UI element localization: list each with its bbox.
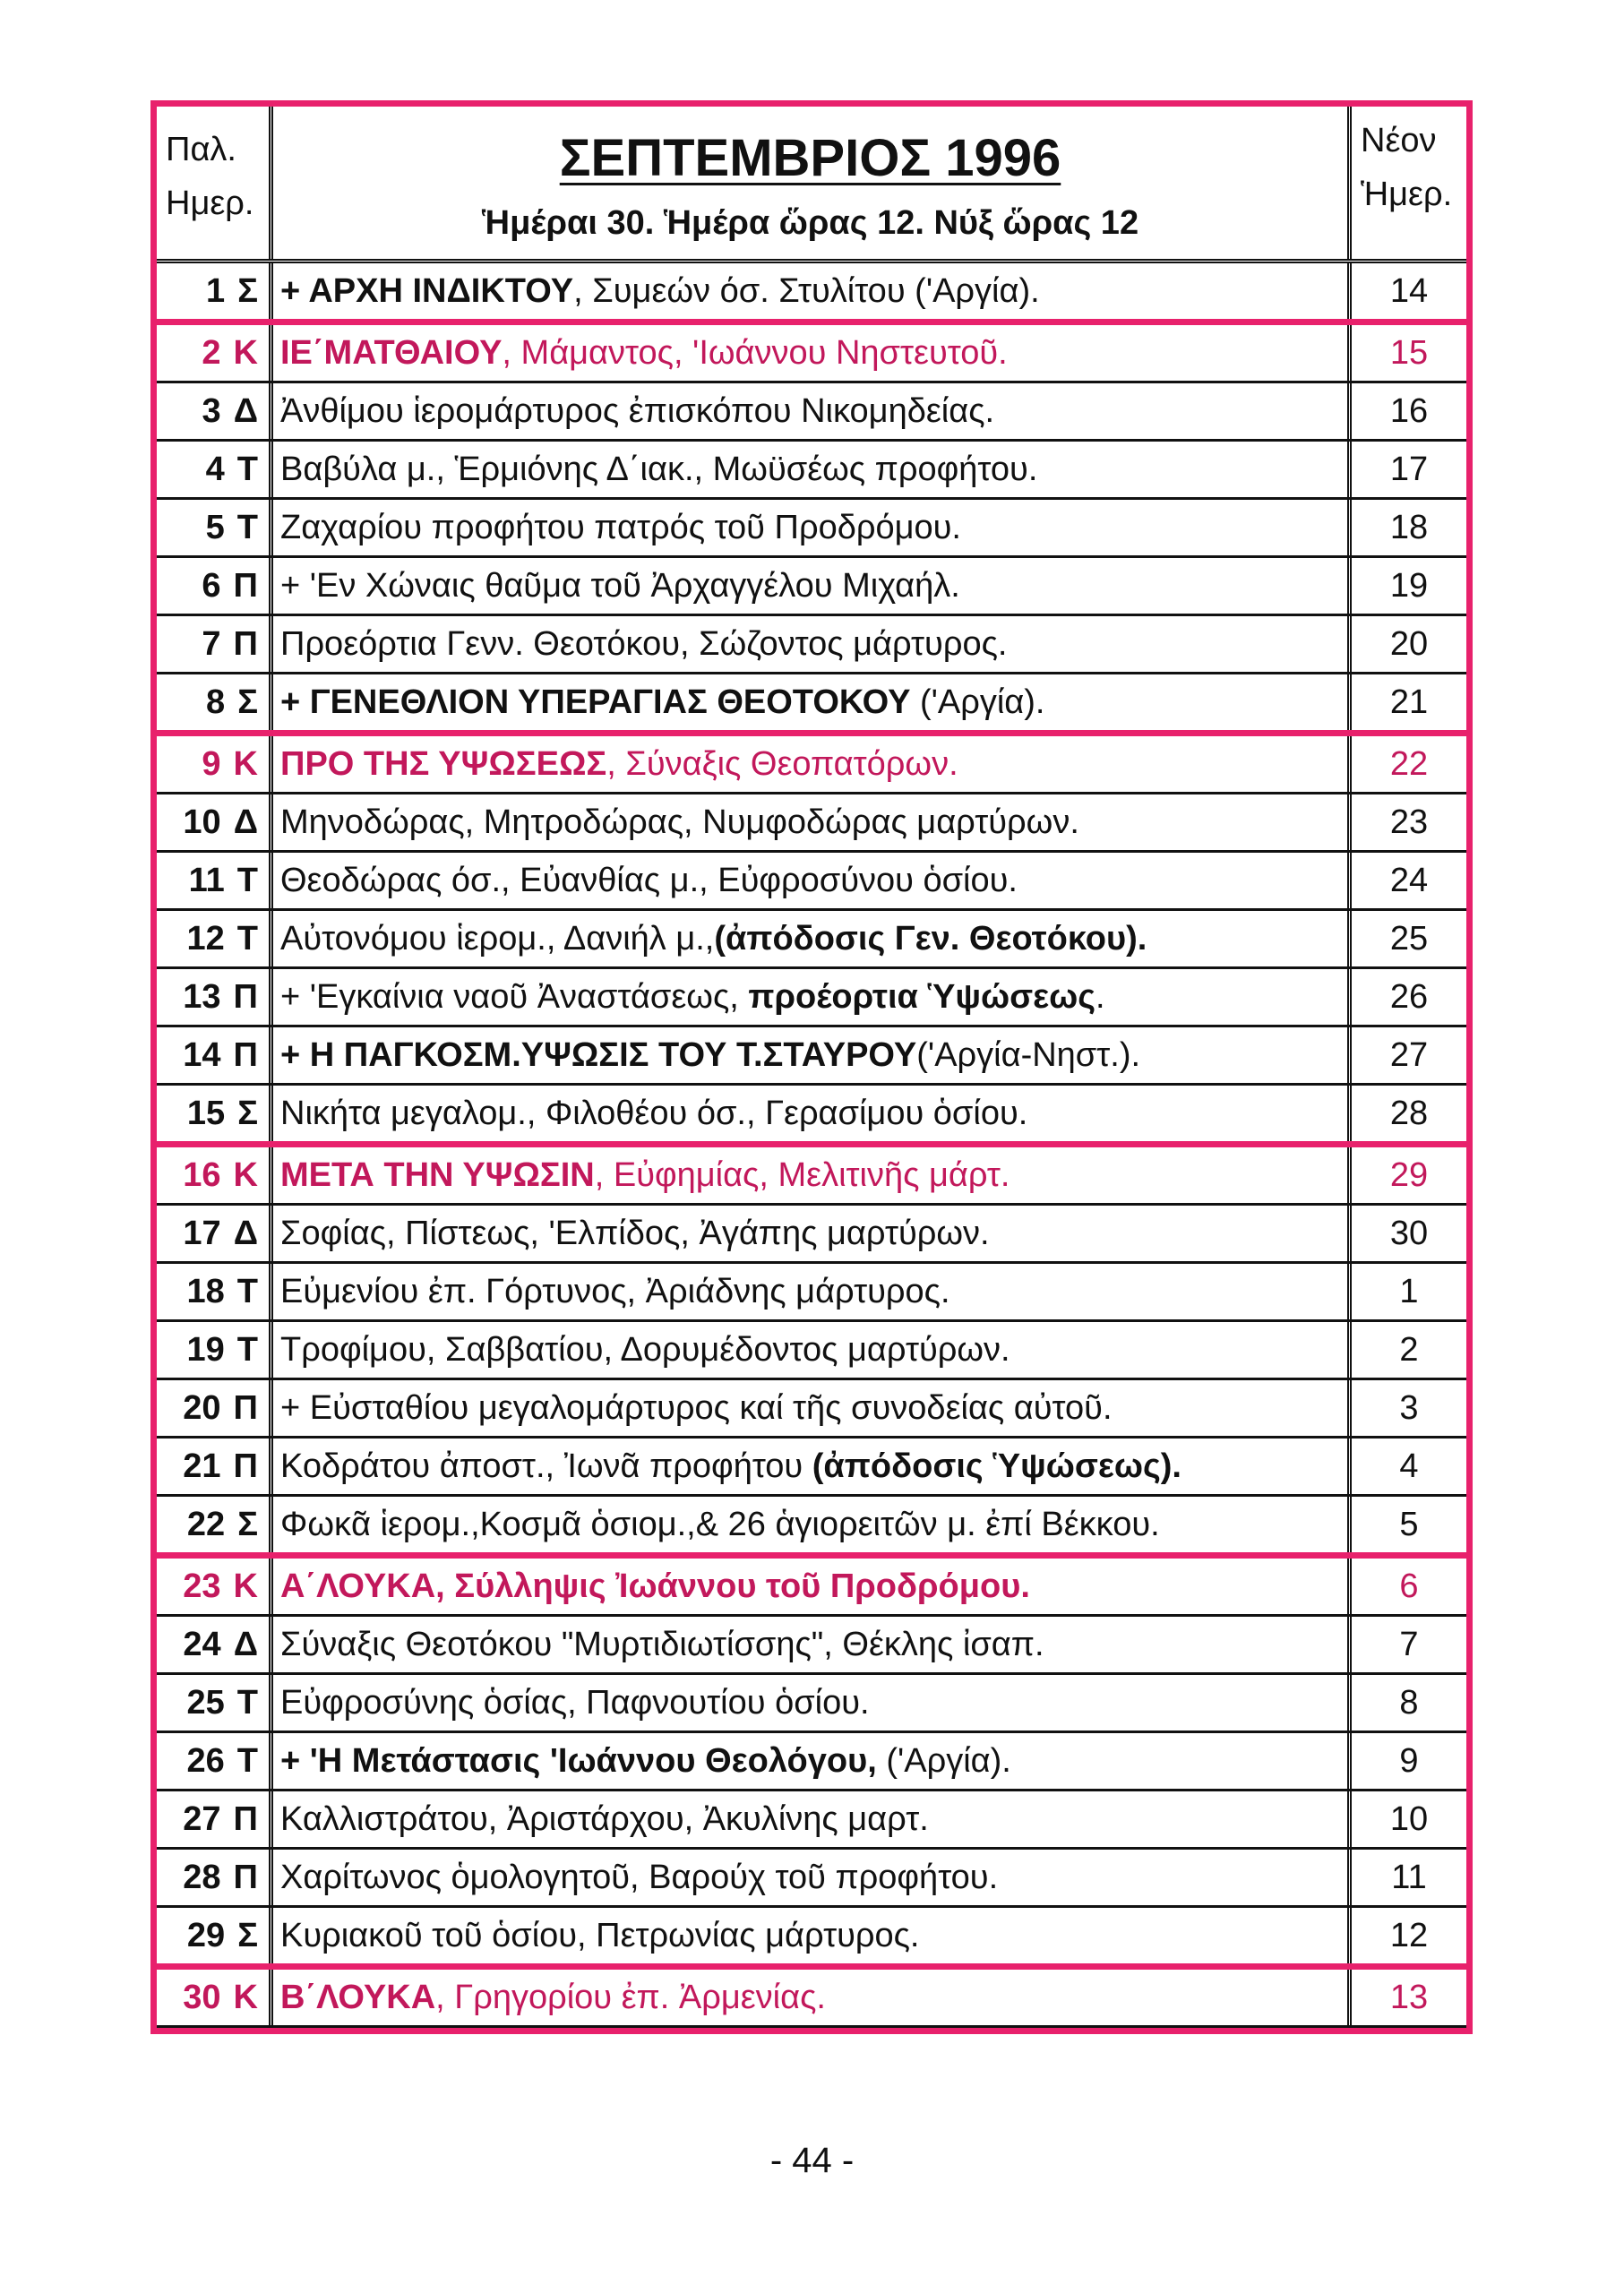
old-date-cell bbox=[157, 1970, 273, 2025]
feast-bold-text: προέορτια Ὑψώσεως bbox=[748, 977, 1096, 1016]
day-number: 9 bbox=[202, 744, 221, 783]
feast-text: Κοδράτου ἀποστ., Ἰωνᾶ προφήτου bbox=[280, 1447, 812, 1485]
table-row bbox=[157, 730, 1466, 794]
old-date-cell bbox=[157, 1438, 273, 1494]
old-date-cell bbox=[157, 616, 273, 672]
calendar-table bbox=[150, 100, 1473, 2034]
weekday-letter: Κ bbox=[233, 744, 258, 783]
table-row bbox=[157, 616, 1466, 674]
old-date-cell bbox=[157, 1027, 273, 1083]
feast-description bbox=[273, 451, 1347, 489]
feast-text: ('Αργία). bbox=[876, 1741, 1011, 1780]
weekday-letter: Π bbox=[233, 1388, 258, 1427]
old-date-cell bbox=[157, 1617, 273, 1672]
feast-text: Αὐτονόμου ἱερομ., Δανιήλ μ., bbox=[280, 919, 715, 958]
old-date-cell bbox=[157, 263, 273, 319]
new-date-cell: 14 bbox=[1347, 263, 1466, 319]
day-number: 15 bbox=[186, 1094, 226, 1132]
table-row bbox=[157, 1086, 1466, 1144]
day-number: 17 bbox=[183, 1214, 221, 1252]
table-row bbox=[157, 1791, 1466, 1850]
page-number: - 44 - bbox=[769, 2141, 855, 2180]
old-date-cell bbox=[157, 558, 273, 614]
table-header bbox=[157, 107, 1466, 263]
weekday-letter: Τ bbox=[236, 508, 258, 546]
feast-bold-text: + 'Η Μετάστασις 'Ιωάννου Θεολόγου, bbox=[280, 1741, 877, 1780]
feast-description bbox=[273, 1684, 1347, 1722]
feast-text: Σοφίας, Πίστεως, 'Ελπίδος, Ἀγάπης μαρτύρων. bbox=[280, 1214, 990, 1252]
feast-text: , Συμεών όσ. Στυλίτου ('Αργία). bbox=[573, 271, 1040, 310]
table-row bbox=[157, 794, 1466, 853]
feast-bold-text: Β΄ΛΟΥΚΑ bbox=[280, 1978, 436, 2016]
old-date-cell bbox=[157, 1322, 273, 1378]
old-date-cell bbox=[157, 1675, 273, 1730]
table-row bbox=[157, 263, 1466, 322]
feast-description bbox=[273, 1979, 1347, 2017]
table-row bbox=[157, 1264, 1466, 1322]
weekday-letter: Σ bbox=[237, 683, 258, 721]
weekday-letter: Τ bbox=[236, 1330, 258, 1369]
old-date-cell bbox=[157, 1559, 273, 1614]
old-date-cell bbox=[157, 1206, 273, 1261]
table-row bbox=[157, 911, 1466, 969]
feast-text: Προεόρτια Γενν. Θεοτόκου, Σώζοντος μάρτυρος. bbox=[280, 624, 1008, 663]
new-date-cell: 12 bbox=[1347, 1908, 1466, 1963]
page-title: ΣΕΠΤΕΜΒΡΙΟΣ 1996 bbox=[559, 129, 1061, 187]
weekday-letter: Δ bbox=[233, 1625, 258, 1663]
feast-text: Βαβύλα μ., Ἑρμιόνης Δ΄ιακ., Μωϋσέως προφήτου. bbox=[280, 450, 1038, 488]
table-row bbox=[157, 558, 1466, 616]
feast-description bbox=[273, 1095, 1347, 1133]
weekday-letter: Κ bbox=[233, 333, 258, 372]
old-date-cell bbox=[157, 736, 273, 792]
feast-text: ('Αργία). bbox=[910, 683, 1045, 721]
feast-description bbox=[273, 509, 1347, 547]
weekday-letter: Τ bbox=[236, 861, 258, 899]
feast-description bbox=[273, 862, 1347, 900]
day-number: 29 bbox=[186, 1916, 226, 1954]
weekday-letter: Δ bbox=[233, 803, 258, 841]
new-date-cell: 9 bbox=[1347, 1733, 1466, 1789]
old-date-cell bbox=[157, 853, 273, 908]
feast-description bbox=[273, 392, 1347, 431]
day-number: 11 bbox=[188, 861, 225, 899]
day-number: 24 bbox=[183, 1625, 221, 1663]
table-row bbox=[157, 383, 1466, 442]
new-calendar-label-line1: Νέον bbox=[1361, 122, 1437, 159]
feast-description bbox=[273, 1506, 1347, 1544]
feast-text: Φωκᾶ ἱερομ.,Κοσμᾶ ὁσιομ.,& 26 ἁγιορειτῶν μ. ἐπί Βέκκου. bbox=[280, 1505, 1160, 1543]
old-date-cell bbox=[157, 794, 273, 850]
day-number: 22 bbox=[186, 1505, 226, 1543]
day-number: 16 bbox=[183, 1155, 221, 1194]
weekday-letter: Σ bbox=[237, 1916, 258, 1954]
day-number: 12 bbox=[186, 919, 225, 958]
new-calendar-header bbox=[1347, 107, 1466, 259]
feast-description bbox=[273, 1273, 1347, 1311]
feast-description bbox=[273, 1567, 1347, 1606]
new-date-cell: 30 bbox=[1347, 1206, 1466, 1261]
old-date-cell bbox=[157, 1791, 273, 1847]
day-number: 5 bbox=[205, 508, 225, 546]
day-number: 1 bbox=[206, 271, 226, 310]
old-date-cell bbox=[157, 674, 273, 730]
weekday-letter: Σ bbox=[237, 1094, 258, 1132]
month-subtitle: Ἡμέραι 30. Ἡμέρα ὥρας 12. Νύξ ὥρας 12 bbox=[481, 204, 1139, 242]
weekday-letter: Π bbox=[233, 1035, 258, 1074]
new-date-cell: 5 bbox=[1347, 1497, 1466, 1552]
calendar-rows bbox=[157, 263, 1466, 2028]
day-number: 13 bbox=[183, 977, 221, 1016]
table-row bbox=[157, 500, 1466, 558]
feast-text: Χαρίτωνος ὁμολογητοῦ, Βαρούχ τοῦ προφήτου. bbox=[280, 1858, 999, 1896]
new-date-cell: 20 bbox=[1347, 616, 1466, 672]
table-row bbox=[157, 969, 1466, 1027]
old-date-cell bbox=[157, 1147, 273, 1203]
new-date-cell: 29 bbox=[1347, 1147, 1466, 1203]
month-header bbox=[273, 107, 1347, 259]
weekday-letter: Π bbox=[233, 624, 258, 663]
feast-description bbox=[273, 683, 1347, 722]
old-date-cell bbox=[157, 1380, 273, 1436]
table-row bbox=[157, 674, 1466, 733]
table-row bbox=[157, 1497, 1466, 1555]
new-date-cell: 7 bbox=[1347, 1617, 1466, 1672]
weekday-letter: Τ bbox=[236, 1683, 258, 1722]
new-date-cell: 25 bbox=[1347, 911, 1466, 966]
day-number: 27 bbox=[183, 1799, 221, 1838]
feast-description bbox=[273, 1742, 1347, 1781]
weekday-letter: Π bbox=[233, 977, 258, 1016]
old-date-cell bbox=[157, 1086, 273, 1141]
feast-bold-text: ΙΕ΄ΜΑΤΘΑΙΟΥ bbox=[280, 333, 503, 372]
feast-description bbox=[273, 1626, 1347, 1664]
table-row bbox=[157, 1027, 1466, 1086]
new-date-cell: 18 bbox=[1347, 500, 1466, 555]
feast-text: Νικήτα μεγαλομ., Φιλοθέου όσ., Γερασίμου ὁσίου. bbox=[280, 1094, 1028, 1132]
new-date-cell: 13 bbox=[1347, 1970, 1466, 2025]
feast-text: , Εὐφημίας, Μελιτινῆς μάρτ. bbox=[594, 1155, 1010, 1194]
new-date-cell: 1 bbox=[1347, 1264, 1466, 1319]
old-date-cell bbox=[157, 383, 273, 439]
day-number: 19 bbox=[186, 1330, 225, 1369]
weekday-letter: Σ bbox=[237, 1505, 258, 1543]
table-row bbox=[157, 442, 1466, 500]
old-calendar-label-line1: Παλ. bbox=[166, 131, 236, 168]
table-row bbox=[157, 319, 1466, 383]
old-date-cell bbox=[157, 500, 273, 555]
day-number: 2 bbox=[202, 333, 221, 372]
new-date-cell: 16 bbox=[1347, 383, 1466, 439]
feast-text: Εὐμενίου ἐπ. Γόρτυνος, Ἀριάδνης μάρτυρος. bbox=[280, 1272, 950, 1310]
new-calendar-label-line2: Ἡμερ. bbox=[1361, 176, 1453, 213]
table-row bbox=[157, 1908, 1466, 1966]
table-row bbox=[157, 1552, 1466, 1617]
table-row bbox=[157, 1675, 1466, 1733]
new-date-cell: 23 bbox=[1347, 794, 1466, 850]
day-number: 8 bbox=[206, 683, 226, 721]
day-number: 23 bbox=[183, 1567, 221, 1605]
feast-description bbox=[273, 803, 1347, 842]
table-row bbox=[157, 1733, 1466, 1791]
weekday-letter: Δ bbox=[233, 391, 258, 430]
feast-bold-text: ΠΡΟ ΤΗΣ ΥΨΩΣΕΩΣ bbox=[280, 744, 607, 783]
new-date-cell: 6 bbox=[1347, 1559, 1466, 1614]
table-row bbox=[157, 1850, 1466, 1908]
feast-description bbox=[273, 272, 1347, 311]
feast-description bbox=[273, 1389, 1347, 1428]
old-date-cell bbox=[157, 969, 273, 1025]
feast-text: + 'Εγκαίνια ναοῦ Ἀναστάσεως, bbox=[280, 977, 749, 1016]
new-date-cell: 17 bbox=[1347, 442, 1466, 497]
old-date-cell bbox=[157, 1497, 273, 1552]
weekday-letter: Τ bbox=[236, 1272, 258, 1310]
feast-text: , Μάμαντος, 'Ιωάννου Νηστευτοῦ. bbox=[502, 333, 1008, 372]
feast-bold-text: ΜΕΤΑ ΤΗΝ ΥΨΩΣΙΝ bbox=[280, 1155, 595, 1194]
feast-bold-text: (ἀπόδοσις Γεν. Θεοτόκου). bbox=[714, 919, 1147, 958]
weekday-letter: Τ bbox=[236, 919, 258, 958]
table-row bbox=[157, 1963, 1466, 2028]
feast-description bbox=[273, 1156, 1347, 1195]
weekday-letter: Σ bbox=[237, 271, 258, 310]
weekday-letter: Τ bbox=[236, 1741, 258, 1780]
new-date-cell: 3 bbox=[1347, 1380, 1466, 1436]
feast-description bbox=[273, 625, 1347, 664]
table-row bbox=[157, 1380, 1466, 1438]
old-date-cell bbox=[157, 1908, 273, 1963]
feast-text: Εὐφροσύνης ὁσίας, Παφνουτίου ὁσίου. bbox=[280, 1683, 870, 1722]
day-number: 4 bbox=[205, 450, 225, 488]
new-date-cell: 21 bbox=[1347, 674, 1466, 730]
feast-text: Τροφίμου, Σαββατίου, Δορυμέδοντος μαρτύρων. bbox=[280, 1330, 1010, 1369]
feast-description bbox=[273, 1859, 1347, 1897]
weekday-letter: Τ bbox=[236, 450, 258, 488]
old-date-cell bbox=[157, 325, 273, 381]
weekday-letter: Π bbox=[233, 1799, 258, 1838]
feast-bold-text: + ΑΡΧΗ ΙΝΔΙΚΤΟΥ bbox=[280, 271, 574, 310]
weekday-letter: Κ bbox=[233, 1155, 258, 1194]
feast-description bbox=[273, 1215, 1347, 1253]
new-date-cell: 26 bbox=[1347, 969, 1466, 1025]
day-number: 30 bbox=[183, 1978, 221, 2016]
day-number: 28 bbox=[183, 1858, 221, 1896]
day-number: 26 bbox=[186, 1741, 225, 1780]
feast-bold-text: + ΓΕΝΕΘΛΙΟΝ ΥΠΕΡΑΓΙΑΣ ΘΕΟΤΟΚΟΥ bbox=[280, 683, 911, 721]
feast-description bbox=[273, 920, 1347, 958]
old-date-cell bbox=[157, 1850, 273, 1905]
feast-text: Ζαχαρίου προφήτου πατρός τοῦ Προδρόμου. bbox=[280, 508, 961, 546]
new-date-cell: 22 bbox=[1347, 736, 1466, 792]
day-number: 25 bbox=[186, 1683, 225, 1722]
weekday-letter: Π bbox=[233, 566, 258, 605]
new-date-cell: 24 bbox=[1347, 853, 1466, 908]
feast-text: ('Αργία-Νηστ.). bbox=[916, 1035, 1141, 1074]
table-row bbox=[157, 853, 1466, 911]
feast-description bbox=[273, 978, 1347, 1017]
new-date-cell: 4 bbox=[1347, 1438, 1466, 1494]
feast-text: Σύναξις Θεοτόκου "Μυρτιδιωτίσσης", Θέκλης ἰσαπ. bbox=[280, 1625, 1044, 1663]
old-calendar-label-line2: Ημερ. bbox=[166, 185, 254, 222]
weekday-letter: Κ bbox=[233, 1978, 258, 2016]
feast-text: Μηνοδώρας, Μητροδώρας, Νυμφοδώρας μαρτύρων. bbox=[280, 803, 1079, 841]
feast-text: , Γρηγορίου ἐπ. Ἀρμενίας. bbox=[435, 1978, 826, 2016]
weekday-letter: Δ bbox=[233, 1214, 258, 1252]
new-date-cell: 2 bbox=[1347, 1322, 1466, 1378]
weekday-letter: Κ bbox=[233, 1567, 258, 1605]
old-calendar-header bbox=[157, 107, 273, 259]
new-date-cell: 27 bbox=[1347, 1027, 1466, 1083]
old-date-cell bbox=[157, 911, 273, 966]
feast-description bbox=[273, 745, 1347, 784]
day-number: 6 bbox=[202, 566, 221, 605]
feast-text: + Εὐσταθίου μεγαλομάρτυρος καί τῆς συνοδείας αὐτοῦ. bbox=[280, 1388, 1113, 1427]
feast-description bbox=[273, 1800, 1347, 1839]
day-number: 21 bbox=[183, 1447, 221, 1485]
day-number: 18 bbox=[186, 1272, 225, 1310]
table-row bbox=[157, 1141, 1466, 1206]
day-number: 10 bbox=[183, 803, 221, 841]
new-date-cell: 8 bbox=[1347, 1675, 1466, 1730]
day-number: 3 bbox=[202, 391, 221, 430]
old-date-cell bbox=[157, 1264, 273, 1319]
old-date-cell bbox=[157, 442, 273, 497]
day-number: 20 bbox=[183, 1388, 221, 1427]
table-row bbox=[157, 1438, 1466, 1497]
feast-bold-text: Α΄ΛΟΥΚΑ, Σύλληψις Ἰωάννου τοῦ Προδρόμου. bbox=[280, 1567, 1030, 1605]
table-row bbox=[157, 1206, 1466, 1264]
feast-description bbox=[273, 1447, 1347, 1486]
feast-bold-text: (ἀπόδοσις Ὑψώσεως). bbox=[812, 1447, 1181, 1485]
feast-description bbox=[273, 1917, 1347, 1955]
day-number: 14 bbox=[183, 1035, 221, 1074]
new-date-cell: 15 bbox=[1347, 325, 1466, 381]
old-date-cell bbox=[157, 1733, 273, 1789]
feast-description bbox=[273, 1036, 1347, 1075]
new-date-cell: 11 bbox=[1347, 1850, 1466, 1905]
feast-description bbox=[273, 1331, 1347, 1370]
table-row bbox=[157, 1322, 1466, 1380]
feast-bold-text: + Η ΠΑΓΚΟΣΜ.ΥΨΩΣΙΣ ΤΟΥ Τ.ΣΤΑΥΡΟΥ bbox=[280, 1035, 917, 1074]
feast-text: , Σύναξις Θεοπατόρων. bbox=[606, 744, 958, 783]
new-date-cell: 28 bbox=[1347, 1086, 1466, 1141]
feast-text: Ἀνθίμου ἱερομάρτυρος ἐπισκόπου Νικομηδείας. bbox=[280, 391, 995, 430]
table-row bbox=[157, 1617, 1466, 1675]
new-date-cell: 10 bbox=[1347, 1791, 1466, 1847]
weekday-letter: Π bbox=[233, 1858, 258, 1896]
feast-text: . bbox=[1096, 977, 1105, 1016]
weekday-letter: Π bbox=[233, 1447, 258, 1485]
new-date-cell: 19 bbox=[1347, 558, 1466, 614]
feast-description bbox=[273, 567, 1347, 605]
feast-text: Θεοδώρας όσ., Εὐανθίας μ., Εὐφροσύνου ὁσίου. bbox=[280, 861, 1018, 899]
day-number: 7 bbox=[202, 624, 221, 663]
feast-text: Καλλιστράτου, Ἀριστάρχου, Ἀκυλίνης μαρτ. bbox=[280, 1799, 929, 1838]
feast-description bbox=[273, 334, 1347, 373]
feast-text: + 'Εν Χώναις θαῦμα τοῦ Ἀρχαγγέλου Μιχαήλ. bbox=[280, 566, 960, 605]
feast-text: Κυριακοῦ τοῦ ὁσίου, Πετρωνίας μάρτυρος. bbox=[280, 1916, 920, 1954]
